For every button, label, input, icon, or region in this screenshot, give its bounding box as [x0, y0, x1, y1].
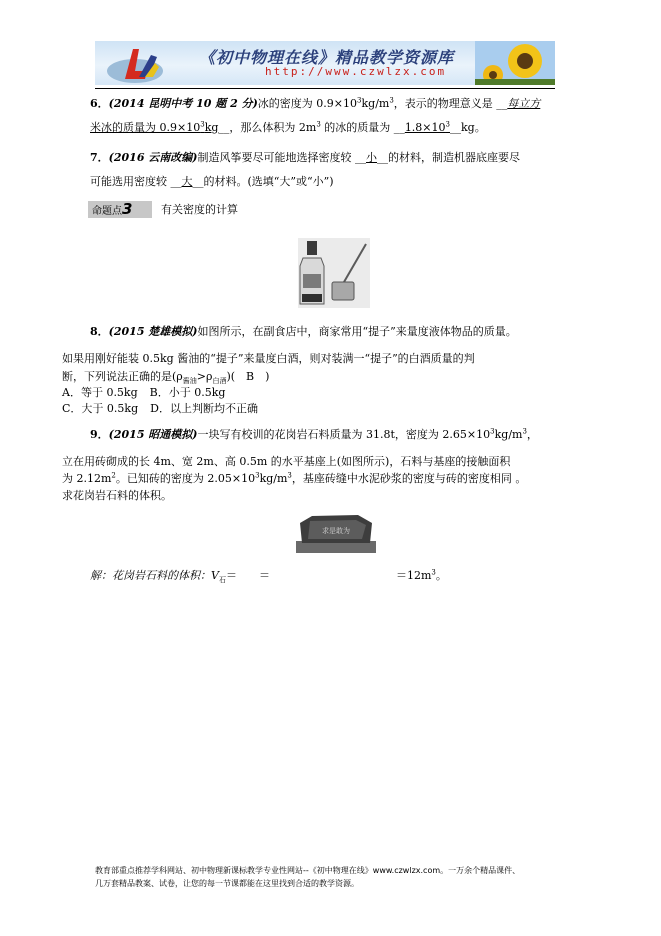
stone-inscription: 求是敢为	[322, 527, 350, 535]
q8-option-c: C．大于 0.5kg	[62, 402, 139, 415]
footer-line-2: 几万套精品教案、试卷，让您的每一节课都能在这里找到合适的教学资源。	[95, 879, 359, 888]
sunflower-image	[475, 41, 555, 85]
page-footer	[95, 864, 570, 890]
header-banner	[95, 41, 555, 85]
q9-solution: 解：花岗岩石料的体积：$V_石= = =12m^3$。	[90, 568, 447, 585]
header-rule	[95, 88, 555, 89]
q6-number: 6．	[90, 97, 109, 110]
topic-tag: 命题点3	[88, 201, 152, 218]
q9-line-4: 求花岗岩石料的体积。	[62, 489, 172, 502]
q8-option-b: B．小于 0.5kg	[149, 386, 226, 399]
q8-answer: )( B )	[226, 370, 270, 383]
q6-line-2: 米冰的质量为 $0.9\times 10^3kg\_\_$，那么体积为 $2m^3$ 的冰的质量为 $\_\_1.8\times 10^3\_\_kg$。	[90, 120, 486, 134]
q8-options-row-2	[62, 402, 258, 416]
q8-options-row-1	[62, 386, 225, 400]
q7-line-1: 7．(2016 云南改编)制造风筝要尽可能地选择密度较 __小__的材料，制造机器底座要尽	[90, 151, 521, 164]
topic-title: 有关密度的计算	[161, 203, 238, 216]
q7-answer-1: 小	[366, 151, 378, 164]
footer-line-1: 教育部重点推荐学科网站、初中物理新课标教学专业性网站--《初中物理在线》www.czwlzx.com。一万余个精品课件、	[95, 866, 521, 875]
q6-answer-1-part2: 米冰的质量为 $0.9\times 10^3kg$	[90, 120, 219, 134]
q8-line-2: 如果用刚好能装 0.5kg 酱油的“提子”来量度白酒，则对装满一“提子”的白酒质量的判	[62, 352, 475, 365]
bottle-and-ladle-figure	[298, 238, 370, 308]
q8-source: (2015 楚雄模拟)	[108, 325, 198, 338]
q8-option-a: A．等于 0.5kg	[62, 386, 138, 399]
banner-url[interactable]: http://www.czwlzx.com	[265, 65, 447, 78]
q8-line-3: 断，下列说法正确的是$(\rho_{酱油}>\rho_{白酒})$( B )	[62, 370, 270, 386]
q9-number: 9．	[90, 428, 109, 441]
stone-monument-figure	[296, 513, 376, 553]
q6-source: (2014 昆明中考 10 题 2 分)	[108, 97, 258, 110]
q9-line-1: 9．(2015 昭通模拟)一块写有校训的花岗岩石料质量为 31.8t，密度为 $2.65\times 10^3kg/m^3$，	[90, 427, 538, 441]
q9-source: (2015 昭通模拟)	[108, 428, 198, 441]
q6-text: 冰的密度为 0.9×10	[257, 97, 358, 110]
q9-line-2: 立在用砖砌成的长 4m、宽 2m、高 0.5m 的水平基座上(如图所示)，石料与基座的接触面积	[62, 455, 511, 468]
q8-line-1: 8．(2015 楚雄模拟)如图所示，在副食店中，商家常用“提子”来量度液体物品的质量。	[90, 325, 517, 338]
q8-option-d: D．以上判断均不正确	[150, 402, 258, 415]
topic-number: 3	[122, 200, 133, 218]
q7-number: 7．	[90, 151, 109, 164]
q9-line-3: 为 $2.12m^2$。已知砖的密度为 $2.05\times 10^3kg/m^3$，基座砖缝中水泥砂浆的密度与砖的密度相同 。	[62, 471, 527, 485]
q6-answer-1-part1: 每立方	[507, 97, 541, 110]
banner-title: 《初中物理在线》精品教学资源库	[199, 48, 455, 67]
q8-number: 8．	[90, 325, 109, 338]
q6-answer-2: $1.8\times 10^3$	[404, 120, 450, 134]
q7-answer-2: 大	[181, 175, 193, 188]
q7-source: (2016 云南改编)	[108, 151, 198, 164]
q6-line-1: 6．(2014 昆明中考 10 题 2 分)冰的密度为 $0.9\times 10^3kg/m^3$，表示的物理意义是 __每立方	[90, 96, 541, 110]
q7-line-2: 可能选用密度较 __大__的材料。(选填“大”或“小”)	[90, 175, 334, 188]
